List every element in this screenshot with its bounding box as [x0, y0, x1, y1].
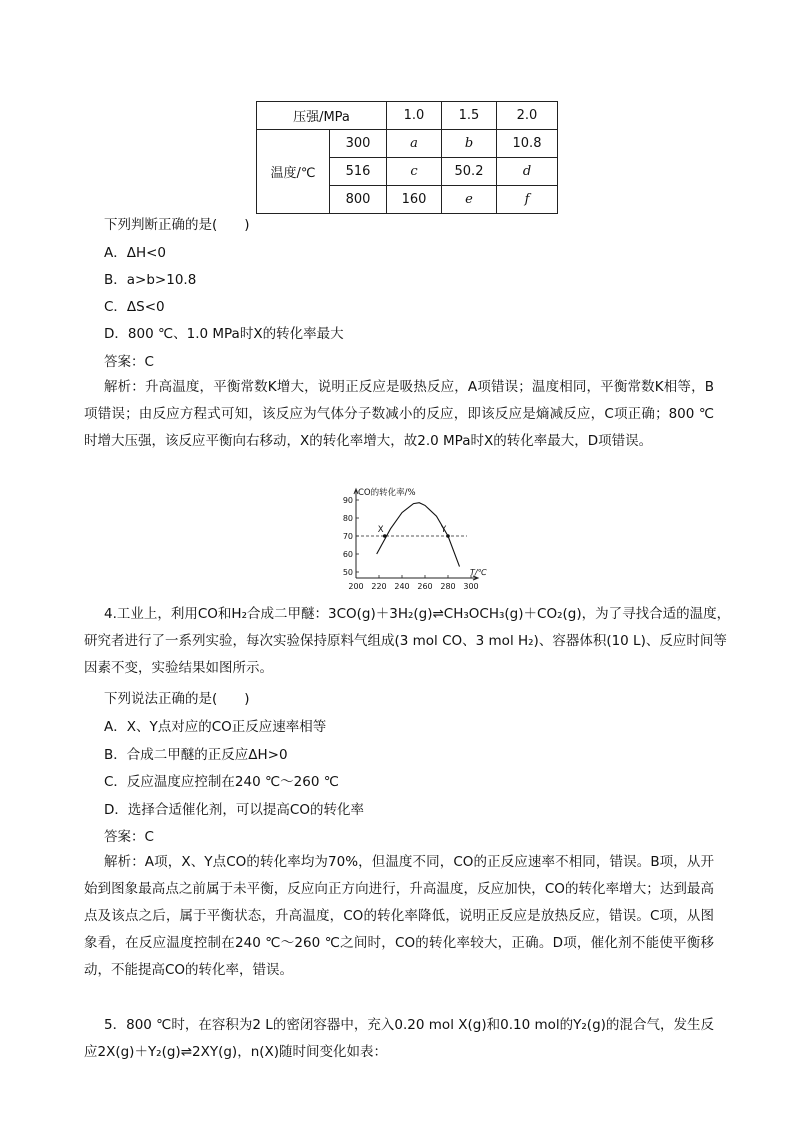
x-tick-label: 280: [440, 582, 456, 591]
table-cell: d: [497, 158, 558, 186]
q3-option-c: C．ΔS<0: [104, 299, 165, 315]
q3-option-d: D．800 ℃、1.0 MPa时X的转化率最大: [104, 326, 344, 342]
x-tick-label: 220: [371, 582, 387, 591]
q4-stem-line: 4.工业上，利用CO和H₂合成二甲醚：3CO(g)＋3H₂(g)⇌CH₃OCH₃(g)＋CO₂(g)，为了寻找合适的温度，: [104, 606, 731, 622]
y-tick-label: 50: [342, 568, 353, 577]
q4-option-c: C．反应温度应控制在240 ℃～260 ℃: [104, 774, 339, 790]
q4-analysis: [84, 849, 714, 984]
q3-analysis-text: 解析：升高温度，平衡常数K增大，说明正反应是吸热反应，A项错误；温度相同，平衡常数K相等，B项错误；由反应方程式可知，该反应为气体分子数减小的反应，即该反应是熵减反应，C项正确；800 ℃时增大压强，该反应平衡向右移动，X的转化率增大，故2.0 MPa时X的转化率最大，D项错误。: [84, 379, 714, 449]
data-point-label: X: [377, 525, 384, 535]
q4-stem-line: 研究者进行了一系列实验，每次实验保持原料气组成(3 mol CO、3 mol H₂)、容器体积(10 L)、反应时间等: [84, 633, 727, 649]
y-axis-label: CO的转化率/%: [358, 488, 416, 498]
table-cell: 516: [330, 158, 387, 186]
q4-analysis-text: 解析：A项，X、Y点CO的转化率均为70%，但温度不同，CO的正反应速率不相同，错误。B项，从开始到图象最高点之前属于未平衡，反应向正方向进行，升高温度，反应加快，CO的转化率增大；达到最高点及该点之后，属于平衡状态，升高温度，CO的转化率降低，说明正反应是放热反应，错误。C项，从图象看，在反应温度控制在240 ℃～260 ℃之间时，CO的转化率较大，正确。D项，催化剂不能使平衡移动，不能提高CO的转化率，错误。: [84, 854, 714, 978]
q4-stem: [84, 601, 731, 682]
table-header-cell: 2.0: [497, 102, 558, 130]
q3-answer: 答案：C: [104, 354, 154, 370]
x-tick-label: 260: [417, 582, 433, 591]
q4-option-a: A．X、Y点对应的CO正反应速率相等: [104, 719, 327, 735]
table-cell: f: [497, 186, 558, 214]
co-conversion-chart: [334, 486, 487, 598]
data-point-y: [446, 534, 450, 538]
table-cell: 160: [387, 186, 442, 214]
q3-analysis: [84, 374, 714, 455]
x-tick-label: 240: [394, 582, 410, 591]
equilibrium-constant-table: [256, 101, 558, 214]
y-tick-label: 70: [342, 532, 353, 541]
y-tick-label: 80: [342, 514, 353, 523]
table-cell: a: [387, 130, 442, 158]
table-cell: b: [442, 130, 497, 158]
table-cell: e: [442, 186, 497, 214]
q4-answer: 答案：C: [104, 829, 154, 845]
table-cell: 10.8: [497, 130, 558, 158]
table-header-cell: 1.5: [442, 102, 497, 130]
x-tick-label: 300: [463, 582, 479, 591]
table-header-cell: 1.0: [387, 102, 442, 130]
q3-option-a: A．ΔH<0: [104, 245, 167, 261]
q4-question: 下列说法正确的是( ): [104, 691, 250, 707]
table-header-cell: 压强/MPa: [257, 102, 387, 130]
table-cell: 300: [330, 130, 387, 158]
data-point-label: Y: [441, 525, 447, 535]
table-header-row: [257, 102, 558, 130]
x-tick-label: 200: [348, 582, 364, 591]
q5-stem-text: 5．800 ℃时，在容积为2 L的密闭容器中，充入0.20 mol X(g)和0.10 mol的Y₂(g)的混合气，发生反应2X(g)＋Y₂(g)⇌2XY(g)，n(X)随时间变化如表：: [84, 1017, 714, 1060]
table-row-label: 温度/℃: [257, 130, 330, 214]
y-tick-label: 60: [342, 550, 353, 559]
q5-stem: [84, 1012, 714, 1066]
q4-stem-line: 因素不变，实验结果如图所示。: [84, 660, 273, 676]
y-tick-label: 90: [342, 496, 353, 505]
table-cell: c: [387, 158, 442, 186]
q4-option-d: D．选择合适催化剂，可以提高CO的转化率: [104, 802, 364, 818]
table-row: [257, 130, 558, 158]
q4-option-b: B．合成二甲醚的正反应ΔH>0: [104, 747, 288, 763]
table-cell: 800: [330, 186, 387, 214]
q3-option-b: B．a>b>10.8: [104, 272, 197, 288]
table-cell: 50.2: [442, 158, 497, 186]
x-axis-label: T/℃: [470, 568, 487, 577]
q3-stem: 下列判断正确的是( ): [104, 217, 250, 233]
